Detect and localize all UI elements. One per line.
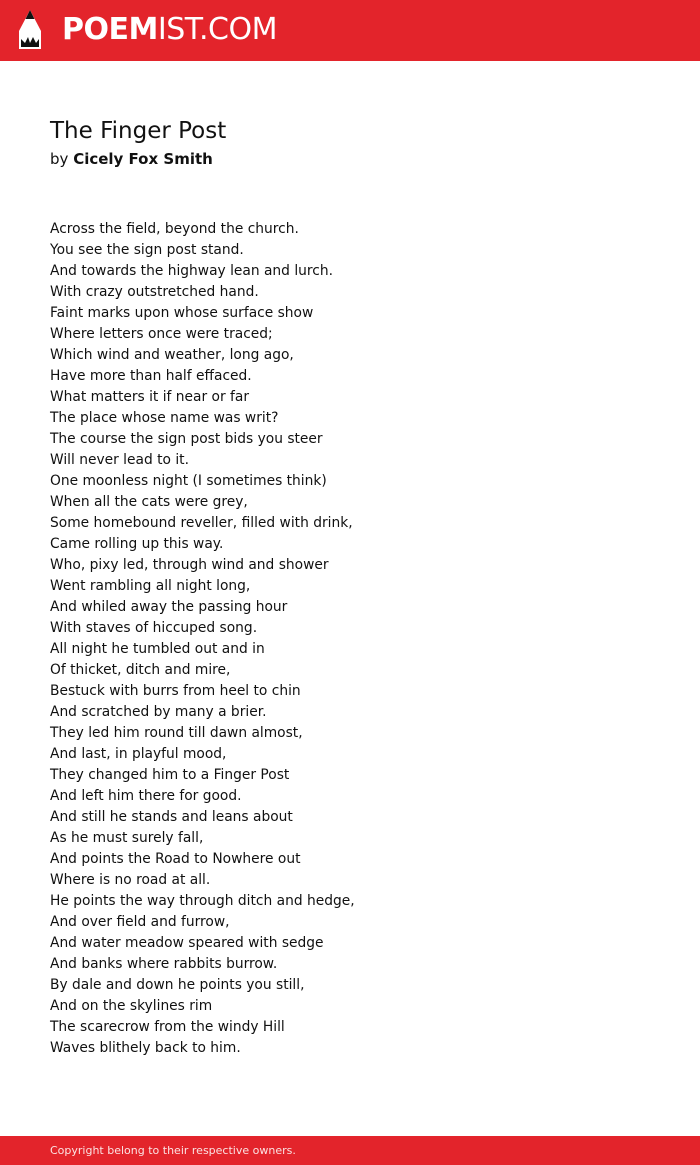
brand-light: IST.COM [157,12,277,47]
poem-line: Bestuck with burrs from heel to chin [50,683,301,699]
poem-author: Cicely Fox Smith [73,150,213,168]
poem-line: The place whose name was writ? [50,410,279,426]
poem-line: Of thicket, ditch and mire, [50,662,231,678]
poem-title: The Finger Post [50,118,227,144]
poem-line: By dale and down he points you still, [50,977,305,993]
poem-line: Across the field, beyond the church. [50,221,299,237]
poem-line: And still he stands and leans about [50,809,293,825]
poem-line: And towards the highway lean and lurch. [50,263,333,279]
poem-line: Some homebound reveller, filled with drink, [50,515,353,531]
poem-line: Where letters once were traced; [50,326,273,342]
poem-line: The scarecrow from the windy Hill [50,1019,285,1035]
poem-line: And left him there for good. [50,788,242,804]
poem-line: What matters it if near or far [50,389,250,405]
poem-line: The course the sign post bids you steer [50,431,323,447]
poem-line: And whiled away the passing hour [50,599,288,615]
poem-line: And on the skylines rim [50,998,213,1014]
poem-line: You see the sign post stand. [50,242,244,258]
poem-line: As he must surely fall, [50,830,204,846]
poem-byline [50,148,213,170]
poem-line: Who, pixy led, through wind and shower [50,557,329,573]
copyright-text: Copyright belong to their respective owners. [50,1144,296,1157]
poem-line: He points the way through ditch and hedge, [50,893,355,909]
poem-line: Waves blithely back to him. [50,1040,241,1056]
site-logo[interactable] [62,11,277,49]
poem-line: They led him round till dawn almost, [50,725,303,741]
poem-line: Have more than half effaced. [50,368,252,384]
site-footer [0,1136,700,1165]
poem-line: And scratched by many a brier. [50,704,267,720]
poem-line: And last, in playful mood, [50,746,227,762]
poem-line: And points the Road to Nowhere out [50,851,301,867]
site-header [0,0,700,61]
poem-line: And banks where rabbits burrow. [50,956,278,972]
poem-line: Came rolling up this way. [50,536,224,552]
by-label: by [50,150,69,168]
poem-line: All night he tumbled out and in [50,641,265,657]
pencil-tip-icon[interactable] [17,9,43,51]
poem-line: They changed him to a Finger Post [50,767,290,783]
poem-line: When all the cats were grey, [50,494,248,510]
poem-line: With crazy outstretched hand. [50,284,259,300]
poem-line: One moonless night (I sometimes think) [50,473,327,489]
poem-line: Where is no road at all. [50,872,211,888]
poem-line: Faint marks upon whose surface show [50,305,314,321]
poem-line: Went rambling all night long, [50,578,251,594]
poem-line: And water meadow speared with sedge [50,935,324,951]
poem-line: And over field and furrow, [50,914,230,930]
poem-body [50,219,355,1059]
poem-line: Will never lead to it. [50,452,189,468]
poem-line: Which wind and weather, long ago, [50,347,294,363]
brand-bold: POEM [62,12,158,47]
poem-line: With staves of hiccuped song. [50,620,258,636]
